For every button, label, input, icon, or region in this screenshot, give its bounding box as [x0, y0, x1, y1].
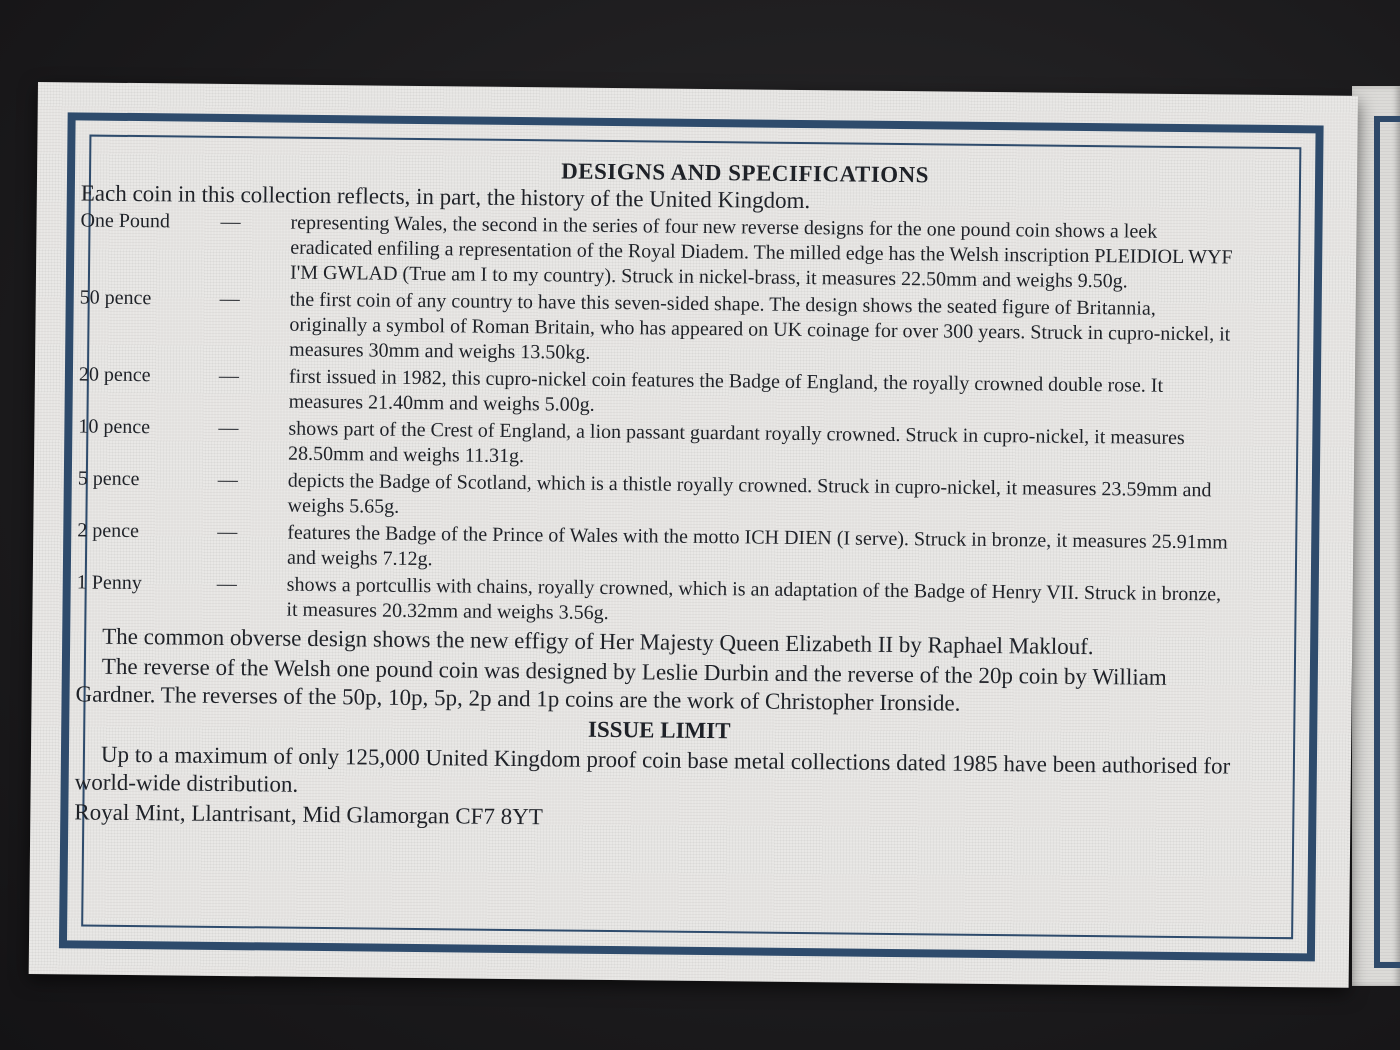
intro-text: Each coin in this collection reflects, in part, the history of the United Kingdom.: [80, 180, 811, 214]
spec-denomination: 10 pence: [78, 415, 151, 439]
specification-card: [29, 82, 1358, 988]
spec-description: depicts the Badge of Scotland, which is a thistle royally crowned. Struck in cupro-nickel, it measures 23.59mm and weighs 5.65g.: [287, 469, 1212, 518]
spec-dash: —: [218, 416, 239, 440]
spec-denomination: 2 pence: [77, 519, 140, 543]
card-content: [74, 152, 1249, 838]
spec-denomination: 1 Penny: [76, 571, 142, 595]
spec-description: shows part of the Crest of England, a lion passant guardant royally crowned. Struck in cupro-nickel, it measures 28.50mm and weighs 11.31g.: [288, 417, 1185, 468]
spec-denomination: 5 pence: [77, 467, 140, 491]
spec-dash: —: [219, 287, 240, 311]
spec-dash: —: [216, 572, 237, 596]
spec-denomination: 20 pence: [78, 363, 151, 387]
spec-dash: —: [217, 520, 238, 544]
spec-dash: —: [217, 468, 238, 492]
mint-address: Royal Mint, Llantrisant, Mid Glamorgan CF7 8YT: [74, 799, 543, 830]
spec-list: [76, 208, 1248, 632]
reverse-paragraph: The reverse of the Welsh one pound coin was designed by Leslie Durbin and the reverse of the 20p coin by William Gardner. The reverses of the 50p, 10p, 5p, 2p and 1p coins are the work of Christopher Ironside.: [75, 653, 1167, 716]
card-title: DESIGNS AND SPECIFICATIONS: [561, 158, 930, 188]
spec-dash: —: [218, 364, 240, 388]
spec-dash: —: [220, 210, 241, 234]
spec-row-50-pence: [79, 285, 1248, 372]
spec-description: first issued in 1982, this cupro-nickel coin features the Badge of England, the royally crowned double rose. It measures 21.40mm and weighs 5.00g.: [288, 365, 1164, 416]
spec-denomination: One Pound: [80, 209, 171, 233]
spec-description: shows a portcullis with chains, royally crowned, which is an adaptation of the Badge of Henry VII. Struck in bronze, it measures 20.32mm and weighs 3.56g.: [286, 573, 1222, 625]
right-page-border: [1374, 116, 1400, 968]
spec-description: features the Badge of the Prince of Wales with the motto ICH DIEN (I serve). Struck in bronze, it measures 25.91mm and weighs 7.12g.: [286, 521, 1228, 571]
booklet-right-page: [1352, 86, 1400, 986]
spec-description: the first coin of any country to have this seven-sided shape. The design shows the seated figure of Britannia, originally a symbol of Roman Britain, who has appeared on UK coinage for over 300 years. Struck in cupro-nickel, it measures 30mm and weighs 13.50kg.: [289, 288, 1231, 364]
spec-row-one-pound: [80, 208, 1249, 295]
spec-description: representing Wales, the second in the series of four new reverse designs for the one pound coin shows a leek eradicated enfiling a representation of the Royal Diadem. The milled edge has the Welsh inscription PLEIDIOL WYF I'M GWLAD (True am I to my country). Struck in nickel-brass, it measures 22.50mm and weighs 9.50g.: [289, 211, 1233, 293]
issue-limit-text: Up to a maximum of only 125,000 United Kingdom proof coin base metal collections dated 1985 have been authorised for world-wide distribution.: [74, 741, 1231, 797]
spec-denomination: 50 pence: [79, 286, 152, 310]
obverse-paragraph: The common obverse design shows the new effigy of Her Majesty Queen Elizabeth II by Raphael Maklouf.: [102, 623, 1094, 660]
issue-limit-heading: ISSUE LIMIT: [587, 716, 731, 744]
